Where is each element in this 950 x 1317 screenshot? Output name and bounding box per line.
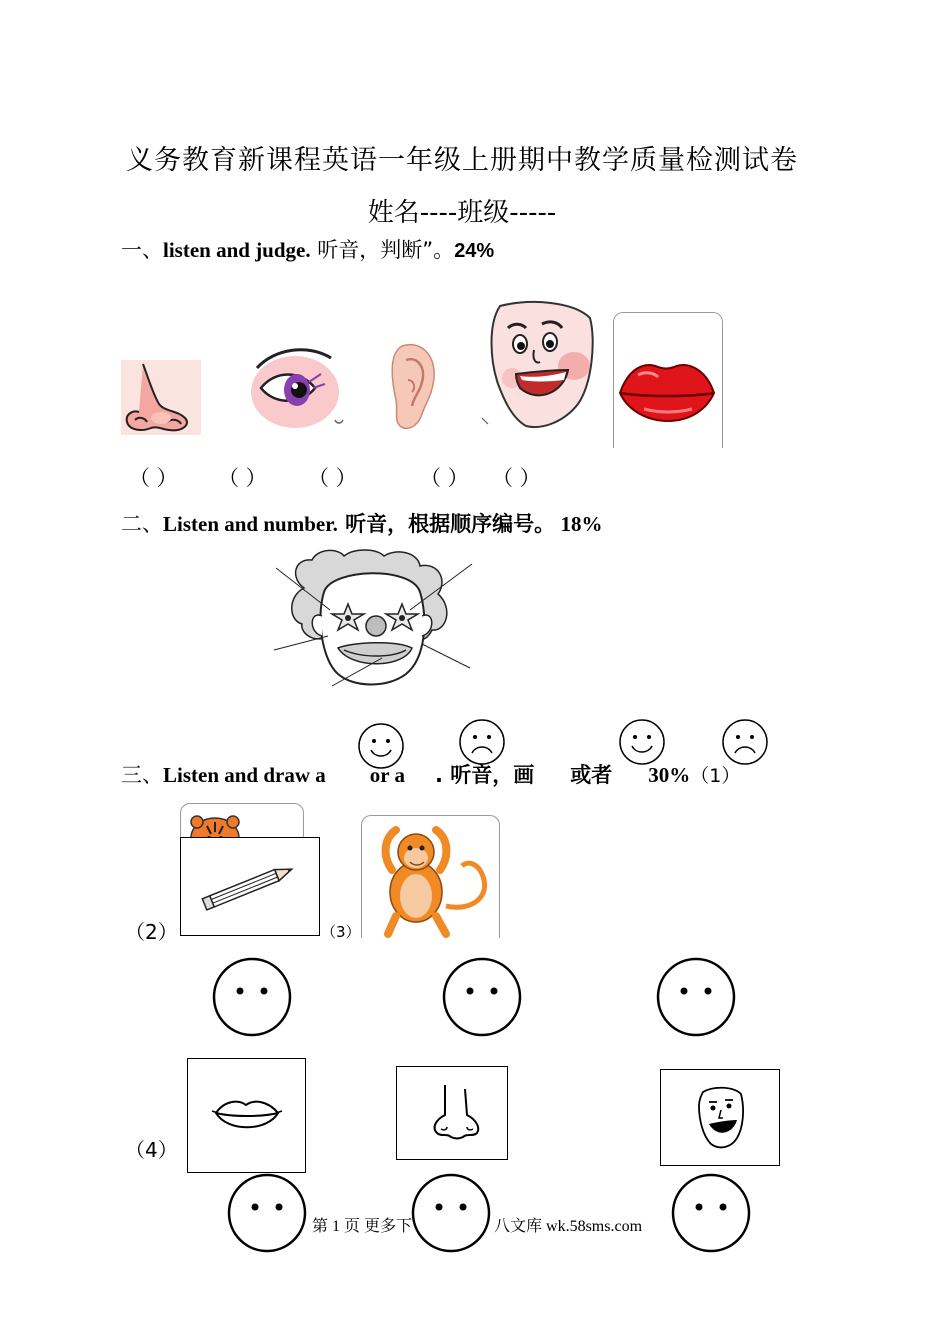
monkey-picture-frame <box>361 815 500 938</box>
mouth-picture-frame <box>613 312 723 448</box>
blank-face-icon[interactable] <box>441 956 523 1038</box>
blank-face-icon[interactable] <box>211 956 293 1038</box>
answer-bracket-4[interactable]: （ ） <box>420 466 469 490</box>
answer-bracket-2[interactable]: （ ） <box>218 466 267 490</box>
blank-face-icon[interactable] <box>226 1172 308 1254</box>
question-number-1: （1） <box>690 765 741 787</box>
answer-bracket-3[interactable]: （ ） <box>308 466 357 490</box>
section1-heading <box>121 234 494 264</box>
pencil-picture-frame <box>180 837 320 936</box>
mouth-line-icon <box>188 1059 305 1172</box>
section2-chinese: 听音，根据顺序编号。 <box>337 512 556 536</box>
mouth-drawing-frame <box>187 1058 306 1173</box>
nose-icon <box>121 360 201 435</box>
face-icon <box>482 300 600 432</box>
section3-chinese-a: . 听音，画 <box>434 763 535 787</box>
footer-text: 第 1 页 更多下 <box>312 1218 413 1235</box>
clown-face-diagram <box>272 548 477 690</box>
face-drawing-frame <box>660 1069 780 1166</box>
monkey-icon <box>362 816 499 938</box>
section3-heading <box>121 759 740 789</box>
section3-prefix: 三、 <box>121 763 163 787</box>
section3-percent: 30% <box>648 763 691 787</box>
mouth-icon <box>614 313 722 448</box>
section1-chinese: 听音，判断”。 <box>310 238 455 262</box>
blank-face-icon[interactable] <box>410 1172 492 1254</box>
section3-english-a: Listen and draw a <box>163 763 326 787</box>
ear-icon <box>386 340 441 435</box>
section2-heading <box>121 508 602 538</box>
section1-prefix: 一、 <box>121 238 163 262</box>
face-line-icon <box>661 1070 779 1165</box>
nose-line-icon <box>397 1067 507 1159</box>
section2-prefix: 二、 <box>121 512 163 536</box>
answer-bracket-5[interactable]: （ ） <box>492 466 541 490</box>
question-number-3: （3） <box>321 923 361 941</box>
section2-english: Listen and number. <box>163 512 338 536</box>
answer-bracket-1[interactable]: （ ） <box>129 466 178 490</box>
section1-percent: 24% <box>454 240 495 262</box>
name-class-line: 姓名----班级----- <box>367 198 557 228</box>
nose-drawing-frame <box>396 1066 508 1160</box>
question-number-2: （2） <box>125 920 178 944</box>
pencil-icon <box>181 838 319 935</box>
section1-english: listen and judge. <box>163 238 311 262</box>
footer-site[interactable]: 八文库 wk.58sms.com <box>494 1218 643 1235</box>
blank-face-icon[interactable] <box>670 1172 752 1254</box>
section3-chinese-b: 或者 <box>570 763 613 787</box>
blank-face-icon[interactable] <box>655 956 737 1038</box>
page-title: 义务教育新课程英语一年级上册期中教学质量检测试卷 <box>126 145 798 176</box>
section3-english-b: or a <box>369 763 405 787</box>
section2-percent: 18% <box>555 512 603 536</box>
eye-icon <box>249 344 349 434</box>
question-number-4: （4） <box>125 1138 178 1162</box>
